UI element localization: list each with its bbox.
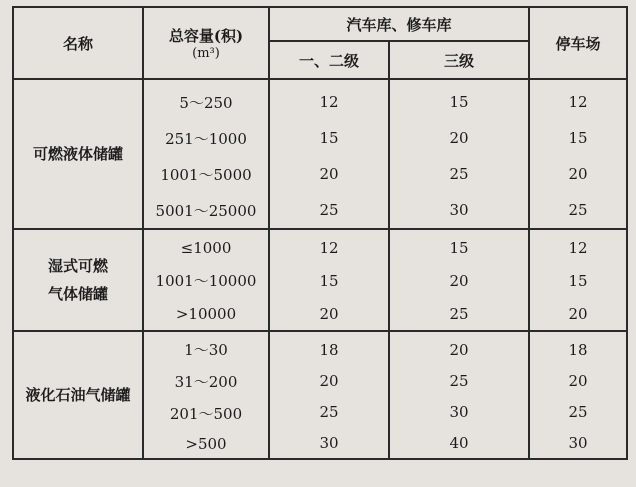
parking-cell <box>529 79 627 229</box>
grade3-value: 25 <box>449 304 469 323</box>
parking-value: 20 <box>568 165 588 183</box>
capacity-value: 31～200 <box>174 373 238 392</box>
parking-value: 20 <box>568 304 588 323</box>
capacity-value: >10000 <box>175 305 237 324</box>
capacity-value: 1001～5000 <box>160 165 252 184</box>
grade3-value: 25 <box>449 371 469 390</box>
grade12-value: 12 <box>319 93 339 111</box>
capacity-value: >500 <box>185 434 227 453</box>
parking-value: 15 <box>568 271 588 290</box>
grade12-value: 20 <box>319 371 339 390</box>
parking-value: 18 <box>568 340 588 359</box>
group-name <box>13 331 143 459</box>
parking-value: 25 <box>568 201 588 219</box>
header-name: 名称 <box>13 7 143 79</box>
header-capacity-unit: (m³) <box>192 46 220 61</box>
grade3-value: 20 <box>449 271 469 290</box>
grade12-value: 12 <box>319 239 339 258</box>
grade12-value: 15 <box>319 129 339 147</box>
table-row <box>13 229 627 331</box>
grade3-value: 15 <box>449 239 469 258</box>
grade3-value: 40 <box>449 433 469 452</box>
header-grade12: 一、二级 <box>269 41 389 79</box>
header-garage: 汽车库、修车库 <box>269 7 529 41</box>
header-capacity <box>143 7 269 79</box>
group-name <box>13 229 143 331</box>
group-name-line: 气体储罐 <box>47 285 108 303</box>
grade12-cell <box>269 229 389 331</box>
grade3-value: 15 <box>449 93 469 111</box>
grade3-value: 30 <box>449 201 469 219</box>
capacity-value: 201～500 <box>169 404 243 423</box>
header-parking: 停车场 <box>529 7 627 79</box>
grade3-cell <box>389 331 529 459</box>
capacity-cell <box>143 229 269 331</box>
fire-distance-table <box>12 6 628 460</box>
capacity-cell <box>143 79 269 229</box>
group-name-line: 湿式可燃 <box>47 257 108 275</box>
grade12-cell <box>269 331 389 459</box>
grade3-value: 30 <box>449 402 469 421</box>
grade12-value: 18 <box>319 340 339 359</box>
capacity-value: 251～1000 <box>165 129 247 148</box>
parking-value: 15 <box>568 129 588 147</box>
parking-value: 12 <box>568 239 588 258</box>
grade3-value: 20 <box>449 340 469 359</box>
group-name-line: 可燃液体储罐 <box>32 145 123 163</box>
capacity-value: 5～250 <box>179 93 233 112</box>
grade12-cell <box>269 79 389 229</box>
grade3-value: 25 <box>449 165 469 183</box>
parking-value: 20 <box>568 371 588 390</box>
capacity-cell <box>143 331 269 459</box>
parking-value: 25 <box>568 402 588 421</box>
capacity-value: 1001～10000 <box>155 272 257 291</box>
group-name <box>13 79 143 229</box>
parking-value: 30 <box>568 433 588 452</box>
grade3-value: 20 <box>449 129 469 147</box>
grade12-value: 25 <box>319 201 339 219</box>
parking-cell <box>529 331 627 459</box>
grade12-value: 30 <box>319 433 339 452</box>
grade3-cell <box>389 79 529 229</box>
capacity-value: 1～30 <box>184 341 228 360</box>
group-name-line: 液化石油气储罐 <box>25 386 131 404</box>
header-capacity-label: 总容量(积) <box>168 27 244 45</box>
capacity-value: ≤1000 <box>180 238 232 257</box>
grade12-value: 25 <box>319 402 339 421</box>
table-row <box>13 79 627 229</box>
parking-cell <box>529 229 627 331</box>
grade12-value: 15 <box>319 271 339 290</box>
grade12-value: 20 <box>319 304 339 323</box>
capacity-value: 5001～25000 <box>155 201 257 220</box>
header-grade3: 三级 <box>389 41 529 79</box>
grade3-cell <box>389 229 529 331</box>
grade12-value: 20 <box>319 165 339 183</box>
table-row <box>13 331 627 459</box>
parking-value: 12 <box>568 93 588 111</box>
